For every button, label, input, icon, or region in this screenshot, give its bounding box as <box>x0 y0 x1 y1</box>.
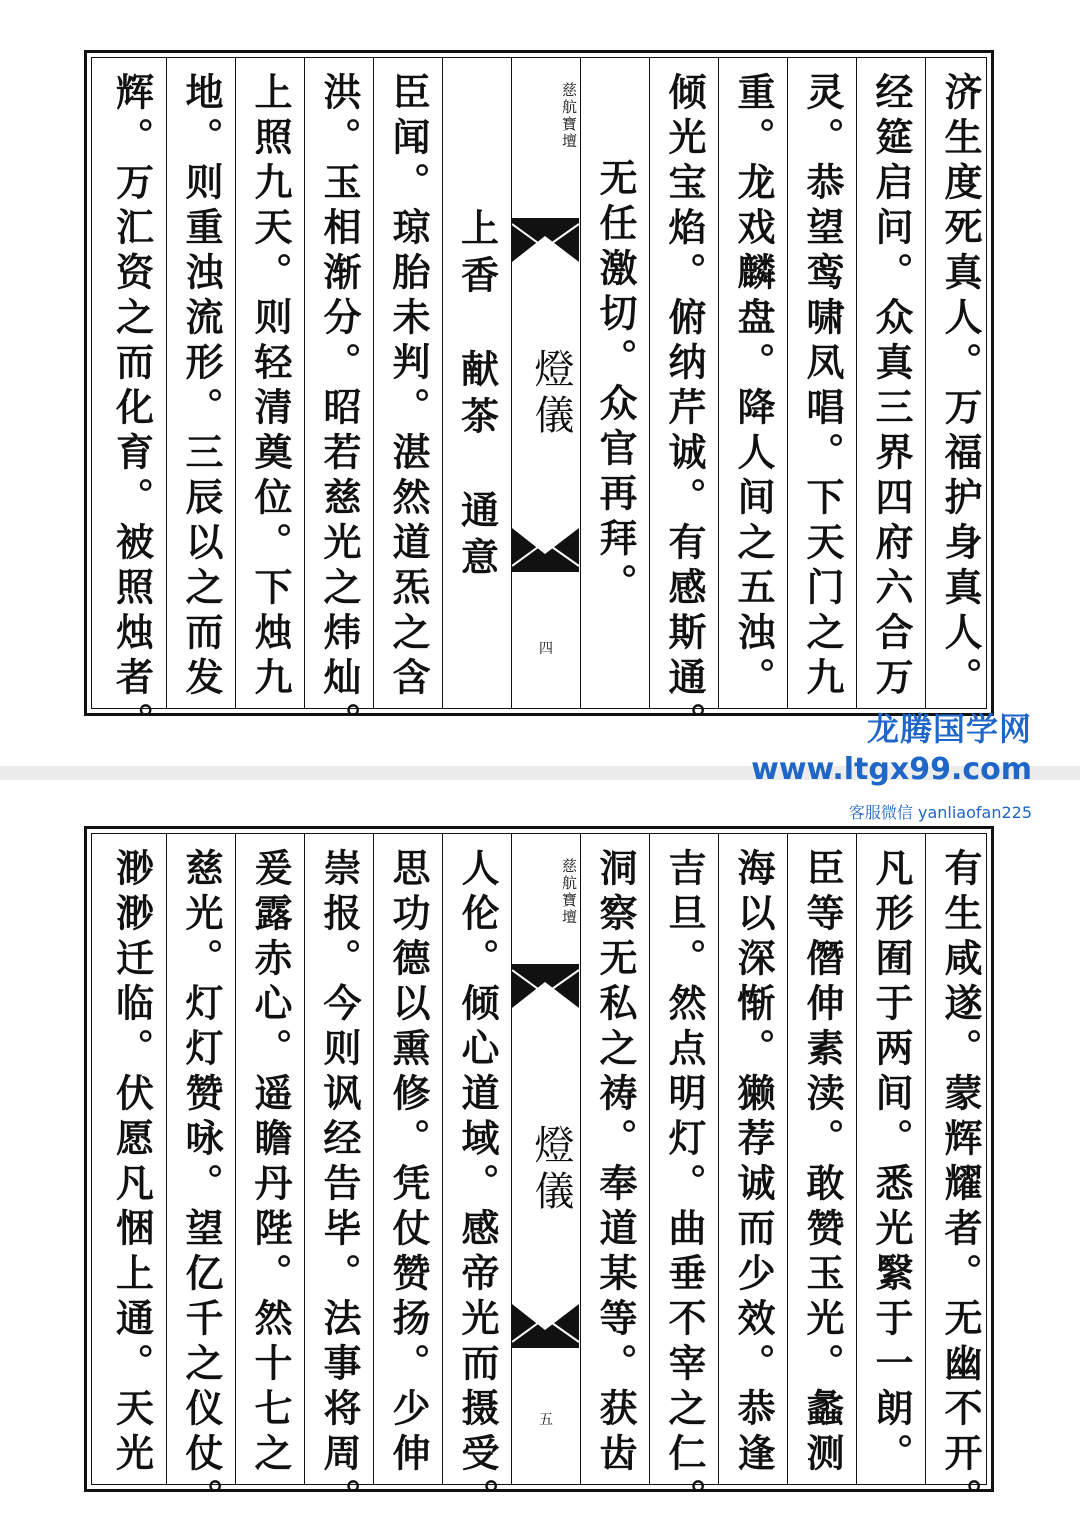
text-column <box>373 834 442 1484</box>
page-number: 五 <box>539 1412 553 1428</box>
fishtail-ornament-top <box>512 218 579 262</box>
watermark-brand: 龙腾国学网 <box>866 710 1032 748</box>
spine-header: 慈航寶壇 <box>560 858 578 926</box>
column-text: 地。则重浊流形。三辰以之而发 <box>179 72 224 702</box>
text-column <box>442 834 511 1523</box>
text-column <box>580 58 649 708</box>
text-column <box>373 58 442 708</box>
column-text: 济生度死真人。万福护身真人。 <box>938 72 983 702</box>
column-text: 爰露赤心。遥瞻丹陛。然十七之 <box>248 848 293 1478</box>
page-number: 四 <box>539 641 553 657</box>
center-spine <box>511 58 580 708</box>
watermark-contact: 客服微信 yanliaofan225 <box>848 803 1032 822</box>
text-column <box>718 58 787 708</box>
text-column <box>649 834 718 1523</box>
column-text: 有生咸遂。蒙辉耀者。无幽不开。 <box>938 848 983 1523</box>
column-text: 慈光。灯灯赞咏。望亿千之仪仗。 <box>179 848 224 1523</box>
column-text: 洞察无私之祷。奉道某等。获齿 <box>593 848 638 1478</box>
text-column <box>304 58 373 747</box>
column-text: 渺渺迁临。伏愿凡悃上通。天光 <box>109 848 155 1478</box>
text-column <box>856 58 925 708</box>
column-text: 洪。玉相渐分。昭若慈光之炜灿。 <box>317 72 362 747</box>
column-text: 上照九天。则轻清奠位。下烛九 <box>248 72 293 702</box>
column-text: 崇报。今则讽经告毕。法事将周。 <box>317 848 362 1523</box>
column-text: 经筵启问。众真三界四府六合万 <box>869 72 914 702</box>
text-column <box>442 58 511 708</box>
spine-title: 燈儀 <box>528 1124 574 1216</box>
column-text: 臣闻。琼胎未判。湛然道炁之含 <box>386 72 431 702</box>
column-text: 灵。恭望鸾啸凤唱。下天门之九 <box>800 72 845 702</box>
column-text: 凡形囿于两间。悉光繄于一朗。 <box>869 848 914 1478</box>
text-column <box>580 834 649 1484</box>
column-text: 思功德以熏修。凭仗赞扬。少伸 <box>386 848 431 1478</box>
fishtail-ornament-top <box>512 964 579 1008</box>
column-text: 吉旦。然点明灯。曲垂不宰之仁。 <box>662 848 707 1523</box>
watermark-url: www.ltgx99.com <box>751 752 1032 787</box>
page-2-inner-frame <box>91 833 987 1523</box>
text-column <box>235 58 304 708</box>
text-column <box>718 834 787 1484</box>
fishtail-ornament-bottom <box>512 1304 579 1348</box>
text-column <box>166 58 235 708</box>
text-column <box>649 58 718 747</box>
text-column <box>166 834 235 1523</box>
text-column <box>787 834 856 1484</box>
column-text: 人伦。倾心道域。感帝光而摄受。 <box>455 848 500 1523</box>
spine-header: 慈航寶壇 <box>560 82 578 150</box>
text-column <box>304 834 373 1523</box>
text-column <box>787 58 856 708</box>
center-spine <box>511 834 580 1484</box>
column-text: 无任激切。众官再拜。 <box>593 158 638 608</box>
column-text: 臣等僭伸素渎。敢赞玉光。蠡测 <box>800 848 845 1478</box>
column-text: 倾光宝焰。俯纳芹诚。有感斯通。 <box>662 72 707 747</box>
text-column <box>97 834 166 1484</box>
section-heading: 上香 献茶 通意 <box>454 208 500 584</box>
column-text: 重。龙戏麟盘。降人间之五浊。 <box>731 72 776 702</box>
text-column <box>925 58 994 708</box>
text-column <box>925 834 994 1523</box>
fishtail-ornament-bottom <box>512 528 579 572</box>
spine-title: 燈儀 <box>528 348 574 440</box>
text-column <box>97 58 166 747</box>
column-text: 辉。万汇资之而化育。被照烛者。 <box>109 72 155 747</box>
text-column <box>856 834 925 1484</box>
column-text: 海以深惭。獭荐诚而少效。恭逢 <box>731 848 776 1478</box>
scripture-page-2 <box>84 826 994 1523</box>
text-column <box>235 834 304 1484</box>
